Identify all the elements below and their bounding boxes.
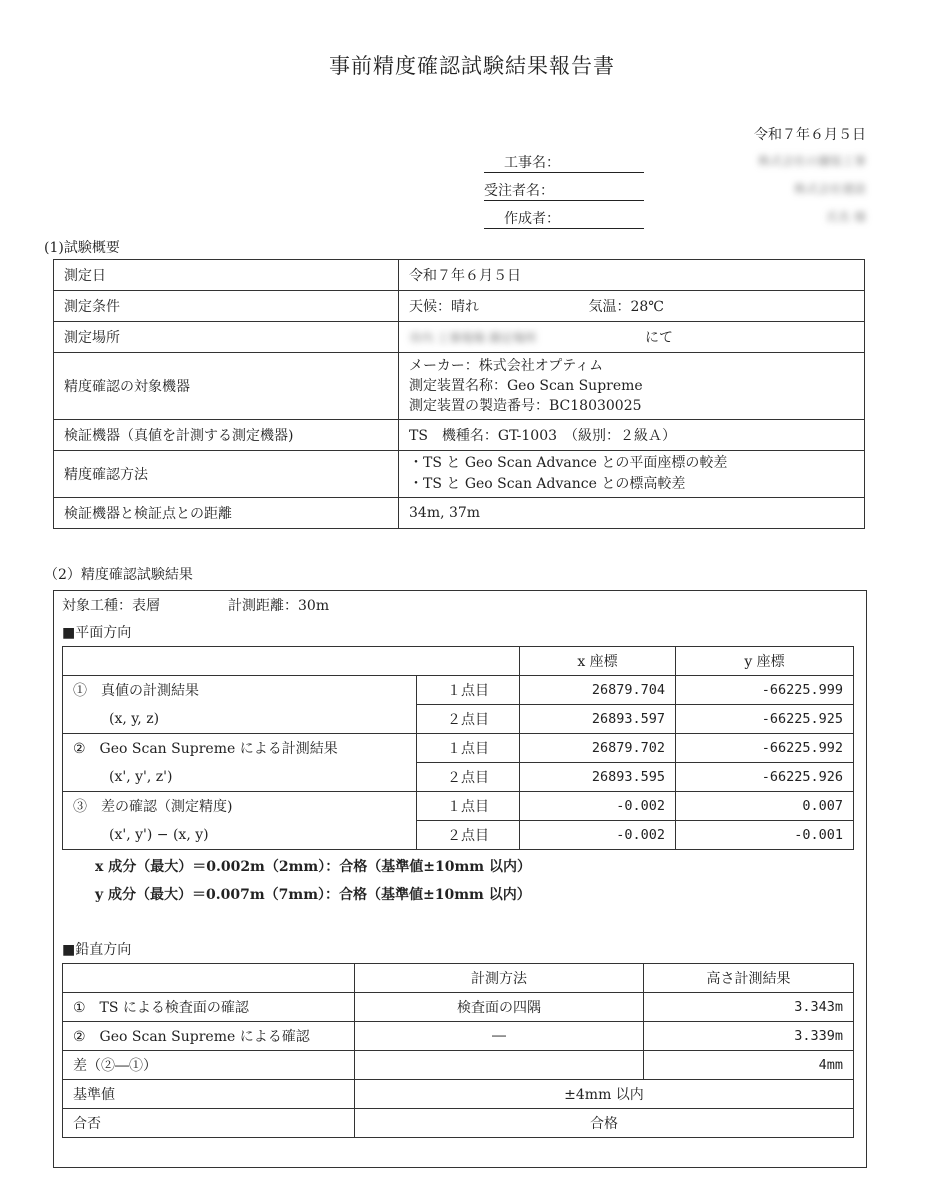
result-value: 4mm <box>644 1051 854 1080</box>
row-value <box>399 353 865 420</box>
row-key: 検証機器（真値を計測する測定機器) <box>54 420 399 451</box>
table-row <box>63 792 854 821</box>
row-value <box>399 291 865 322</box>
y-value: -66225.925 <box>676 705 854 734</box>
y-value: -66225.926 <box>676 763 854 792</box>
row-label: 差（②―①） <box>63 1051 355 1080</box>
group-label: ② Geo Scan Supreme による計測結果 <box>63 734 417 763</box>
work-type: 対象工種：表層 <box>62 598 160 614</box>
col-y-header: y 座標 <box>676 647 854 676</box>
x-value: 26893.595 <box>520 763 676 792</box>
table-row <box>63 763 854 792</box>
row-key: 測定条件 <box>54 291 399 322</box>
y-value: -66225.999 <box>676 676 854 705</box>
criteria-value: ±4mm 以内 <box>355 1080 854 1109</box>
point-label: １点目 <box>416 734 519 763</box>
header-contractor <box>484 180 866 202</box>
table-row <box>63 821 854 850</box>
header-label: 作成者： <box>504 211 560 227</box>
group-label: ③ 差の確認（測定精度) <box>63 792 417 821</box>
method-value: ― <box>355 1022 644 1051</box>
table-row <box>63 647 854 676</box>
table-row <box>54 353 865 420</box>
row-value <box>399 451 865 498</box>
plane-heading: ■平面方向 <box>62 625 132 641</box>
line: メーカー：株式会社オプティム <box>409 358 604 374</box>
point-label: １点目 <box>416 792 519 821</box>
report-date: 令和７年６月５日 <box>754 127 866 143</box>
pass-value: 合格 <box>355 1109 854 1138</box>
row-value <box>399 322 865 353</box>
x-value: -0.002 <box>520 821 676 850</box>
result-value: 3.339m <box>644 1022 854 1051</box>
row-key: 検証機器と検証点との距離 <box>54 498 399 529</box>
weather: 天候：晴れ <box>409 299 479 315</box>
method-value: 検査面の四隅 <box>355 993 644 1022</box>
table-row <box>63 705 854 734</box>
point-label: １点目 <box>416 676 519 705</box>
table-row <box>54 451 865 498</box>
line: 測定装置の製造番号：BC18030025 <box>409 398 642 414</box>
table-row <box>63 993 854 1022</box>
overview-table <box>53 259 865 529</box>
row-label: ② Geo Scan Supreme による確認 <box>63 1022 355 1051</box>
y-value: -66225.992 <box>676 734 854 763</box>
row-label: ① TS による検査面の確認 <box>63 993 355 1022</box>
row-key: 測定場所 <box>54 322 399 353</box>
plane-table <box>62 646 854 850</box>
x-value: -0.002 <box>520 792 676 821</box>
row-value: 34m, 37m <box>399 498 865 529</box>
summary-x: x 成分（最大）＝0.002m（2mm）：合格（基準値±10mm 以内） <box>95 859 531 875</box>
temperature: 気温：28℃ <box>588 299 664 315</box>
col-x-header: x 座標 <box>520 647 676 676</box>
vertical-heading: ■鉛直方向 <box>62 942 132 958</box>
header-value: 株式会社建設 <box>793 182 866 196</box>
group-sub: (x', y') − (x, y) <box>63 821 417 850</box>
table-row <box>63 734 854 763</box>
table-row <box>63 1080 854 1109</box>
method-value <box>355 1051 644 1080</box>
point-label: ２点目 <box>416 821 519 850</box>
header-label: 工事名： <box>504 155 560 171</box>
group-sub: (x', y', z') <box>63 763 417 792</box>
line: ・TS と Geo Scan Advance との標高較差 <box>409 476 686 492</box>
point-label: ２点目 <box>416 705 519 734</box>
point-label: ２点目 <box>416 763 519 792</box>
row-value: 令和７年６月５日 <box>399 260 865 291</box>
section1-heading: (1)試験概要 <box>44 240 120 256</box>
pass-label: 合否 <box>63 1109 355 1138</box>
header-label: 受注者名： <box>484 183 554 199</box>
measure-distance: 計測距離：30m <box>228 598 330 614</box>
place-value: 市内 工事現場 測定場所 <box>409 331 537 345</box>
table-row <box>54 291 865 322</box>
group-label: ① 真値の計測結果 <box>63 676 417 705</box>
result-value: 3.343m <box>644 993 854 1022</box>
x-value: 26879.704 <box>520 676 676 705</box>
col-method-header: 計測方法 <box>355 964 644 993</box>
page-title: 事前精度確認試験結果報告書 <box>329 54 615 78</box>
table-row <box>63 1022 854 1051</box>
x-value: 26879.702 <box>520 734 676 763</box>
row-key: 精度確認の対象機器 <box>54 353 399 420</box>
row-key: 精度確認方法 <box>54 451 399 498</box>
section2-heading: （2）精度確認試験結果 <box>44 567 193 583</box>
table-row <box>63 1051 854 1080</box>
header-value: 氏名 様 <box>826 210 866 224</box>
table-row <box>63 964 854 993</box>
criteria-label: 基準値 <box>63 1080 355 1109</box>
table-row <box>54 322 865 353</box>
row-value: TS 機種名：GT-1003 （級別：２級Ａ） <box>399 420 865 451</box>
vertical-table <box>62 963 854 1138</box>
y-value: 0.007 <box>676 792 854 821</box>
header-project <box>484 152 866 174</box>
table-row <box>63 676 854 705</box>
line: 測定装置名称：Geo Scan Supreme <box>409 378 643 394</box>
x-value: 26893.597 <box>520 705 676 734</box>
header-author <box>484 208 866 230</box>
y-value: -0.001 <box>676 821 854 850</box>
table-row <box>54 260 865 291</box>
row-key: 測定日 <box>54 260 399 291</box>
table-row <box>54 498 865 529</box>
group-sub: (x, y, z) <box>63 705 417 734</box>
table-row <box>54 420 865 451</box>
summary-y: y 成分（最大）＝0.007m（7mm）：合格（基準値±10mm 以内） <box>95 887 531 903</box>
line: ・TS と Geo Scan Advance との平面座標の較差 <box>409 455 728 471</box>
header-value: 株式会社の舗装工事 <box>757 154 866 168</box>
table-row <box>63 1109 854 1138</box>
col-result-header: 高さ計測結果 <box>644 964 854 993</box>
place-suffix: にて <box>645 330 673 346</box>
